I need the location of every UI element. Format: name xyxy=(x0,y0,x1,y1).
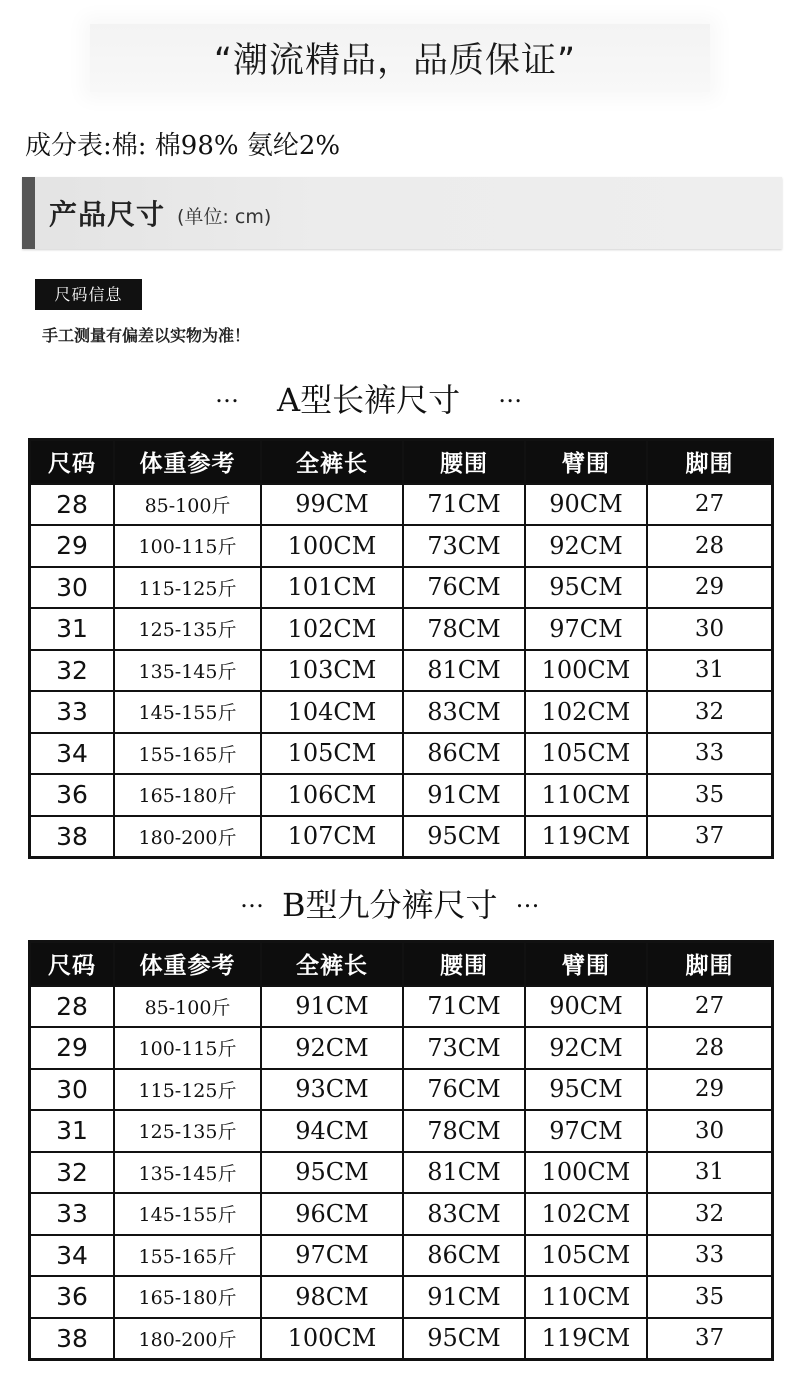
arm-girth-cell: 95CM xyxy=(525,567,647,609)
table-row xyxy=(30,1152,773,1194)
waist-cell: 95CM xyxy=(403,1318,525,1360)
arm-girth-cell: 95CM xyxy=(525,1069,647,1111)
pants-length-cell: 94CM xyxy=(261,1110,403,1152)
table-row xyxy=(30,650,773,692)
table-body xyxy=(30,484,773,858)
hem-cell: 31 xyxy=(647,650,773,692)
title-text: B型九分裤尺寸 xyxy=(282,886,498,924)
table-header-row xyxy=(30,440,773,484)
arm-girth-cell: 105CM xyxy=(525,733,647,775)
table-header-row xyxy=(30,942,773,986)
waist-cell: 91CM xyxy=(403,1276,525,1318)
title-text: A型长裤尺寸 xyxy=(277,381,461,419)
weight-ref-cell: 100-115斤 xyxy=(114,525,261,567)
table-row xyxy=(30,1276,773,1318)
pants-length-cell: 106CM xyxy=(261,774,403,816)
arm-girth-cell: 105CM xyxy=(525,1235,647,1277)
hem-cell: 28 xyxy=(647,525,773,567)
header-weight-ref: 体重参考 xyxy=(114,942,261,986)
pants-length-cell: 99CM xyxy=(261,484,403,526)
table-row xyxy=(30,484,773,526)
weight-ref-cell: 85-100斤 xyxy=(114,986,261,1028)
table-row xyxy=(30,1069,773,1111)
pants-length-cell: 104CM xyxy=(261,691,403,733)
fabric-composition: 成分表:棉: 棉98% 氨纶2% xyxy=(25,131,341,161)
table-title-b xyxy=(240,883,540,927)
header-pants-length: 全裤长 xyxy=(261,942,403,986)
size-cell: 30 xyxy=(30,567,115,609)
table-title-a xyxy=(215,378,522,422)
size-cell: 38 xyxy=(30,1318,115,1360)
arm-girth-cell: 90CM xyxy=(525,986,647,1028)
weight-ref-cell: 115-125斤 xyxy=(114,567,261,609)
arm-girth-cell: 102CM xyxy=(525,691,647,733)
pants-length-cell: 96CM xyxy=(261,1193,403,1235)
size-cell: 36 xyxy=(30,1276,115,1318)
size-cell: 31 xyxy=(30,1110,115,1152)
title-ellipsis-left: … xyxy=(215,380,239,408)
waist-cell: 86CM xyxy=(403,1235,525,1277)
hem-cell: 32 xyxy=(647,691,773,733)
weight-ref-cell: 145-155斤 xyxy=(114,1193,261,1235)
header-size: 尺码 xyxy=(30,942,115,986)
header-hem: 脚围 xyxy=(647,440,773,484)
weight-ref-cell: 165-180斤 xyxy=(114,774,261,816)
arm-girth-cell: 119CM xyxy=(525,1318,647,1360)
pants-length-cell: 102CM xyxy=(261,608,403,650)
size-cell: 33 xyxy=(30,1193,115,1235)
hem-cell: 27 xyxy=(647,484,773,526)
weight-ref-cell: 180-200斤 xyxy=(114,1318,261,1360)
header-pants-length: 全裤长 xyxy=(261,440,403,484)
waist-cell: 83CM xyxy=(403,691,525,733)
size-cell: 38 xyxy=(30,816,115,858)
pants-length-cell: 103CM xyxy=(261,650,403,692)
size-cell: 34 xyxy=(30,1235,115,1277)
weight-ref-cell: 135-145斤 xyxy=(114,650,261,692)
pants-length-cell: 107CM xyxy=(261,816,403,858)
weight-ref-cell: 165-180斤 xyxy=(114,1276,261,1318)
title-ellipsis-right: … xyxy=(498,380,523,408)
size-info-badge: 尺码信息 xyxy=(35,279,142,310)
header-arm-girth: 臂围 xyxy=(525,942,647,986)
hem-cell: 32 xyxy=(647,1193,773,1235)
arm-girth-cell: 90CM xyxy=(525,484,647,526)
weight-ref-cell: 115-125斤 xyxy=(114,1069,261,1111)
table-row xyxy=(30,1235,773,1277)
section-title: 产品尺寸 xyxy=(49,198,166,231)
table-row xyxy=(30,525,773,567)
hem-cell: 35 xyxy=(647,1276,773,1318)
section-accent-bar xyxy=(22,177,35,249)
header-waist: 腰围 xyxy=(403,942,525,986)
arm-girth-cell: 100CM xyxy=(525,1152,647,1194)
title-ellipsis-right: … xyxy=(515,885,540,913)
waist-cell: 73CM xyxy=(403,525,525,567)
waist-cell: 95CM xyxy=(403,816,525,858)
hem-cell: 28 xyxy=(647,1027,773,1069)
arm-girth-cell: 100CM xyxy=(525,650,647,692)
hem-cell: 29 xyxy=(647,567,773,609)
arm-girth-cell: 110CM xyxy=(525,774,647,816)
arm-girth-cell: 92CM xyxy=(525,525,647,567)
size-cell: 29 xyxy=(30,1027,115,1069)
hem-cell: 29 xyxy=(647,1069,773,1111)
arm-girth-cell: 92CM xyxy=(525,1027,647,1069)
hem-cell: 35 xyxy=(647,774,773,816)
waist-cell: 73CM xyxy=(403,1027,525,1069)
weight-ref-cell: 145-155斤 xyxy=(114,691,261,733)
pants-length-cell: 92CM xyxy=(261,1027,403,1069)
weight-ref-cell: 180-200斤 xyxy=(114,816,261,858)
table-row xyxy=(30,733,773,775)
size-cell: 29 xyxy=(30,525,115,567)
waist-cell: 78CM xyxy=(403,608,525,650)
hem-cell: 30 xyxy=(647,608,773,650)
header-weight-ref: 体重参考 xyxy=(114,440,261,484)
weight-ref-cell: 100-115斤 xyxy=(114,1027,261,1069)
hem-cell: 33 xyxy=(647,1235,773,1277)
weight-ref-cell: 155-165斤 xyxy=(114,733,261,775)
size-cell: 36 xyxy=(30,774,115,816)
hem-cell: 33 xyxy=(647,733,773,775)
pants-length-cell: 97CM xyxy=(261,1235,403,1277)
table-row xyxy=(30,608,773,650)
table-row xyxy=(30,567,773,609)
arm-girth-cell: 97CM xyxy=(525,1110,647,1152)
size-cell: 31 xyxy=(30,608,115,650)
title-ellipsis-left: … xyxy=(240,885,264,913)
arm-girth-cell: 102CM xyxy=(525,1193,647,1235)
measurement-note: 手工测量有偏差以实物为准！ xyxy=(42,326,251,345)
weight-ref-cell: 85-100斤 xyxy=(114,484,261,526)
pants-length-cell: 101CM xyxy=(261,567,403,609)
waist-cell: 71CM xyxy=(403,986,525,1028)
arm-girth-cell: 110CM xyxy=(525,1276,647,1318)
pants-length-cell: 91CM xyxy=(261,986,403,1028)
waist-cell: 86CM xyxy=(403,733,525,775)
table-row xyxy=(30,1193,773,1235)
waist-cell: 71CM xyxy=(403,484,525,526)
table-row xyxy=(30,1110,773,1152)
hem-cell: 31 xyxy=(647,1152,773,1194)
size-cell: 32 xyxy=(30,650,115,692)
table-row xyxy=(30,1027,773,1069)
hem-cell: 37 xyxy=(647,1318,773,1360)
waist-cell: 83CM xyxy=(403,1193,525,1235)
waist-cell: 76CM xyxy=(403,567,525,609)
table-body xyxy=(30,986,773,1360)
header-size: 尺码 xyxy=(30,440,115,484)
pants-length-cell: 105CM xyxy=(261,733,403,775)
table-row xyxy=(30,774,773,816)
pants-length-cell: 93CM xyxy=(261,1069,403,1111)
slogan: “潮流精品，品质保证” xyxy=(213,41,577,81)
header-hem: 脚围 xyxy=(647,942,773,986)
hem-cell: 37 xyxy=(647,816,773,858)
header-waist: 腰围 xyxy=(403,440,525,484)
waist-cell: 81CM xyxy=(403,650,525,692)
hem-cell: 27 xyxy=(647,986,773,1028)
section-header-bar xyxy=(22,177,782,249)
weight-ref-cell: 125-135斤 xyxy=(114,1110,261,1152)
table-row xyxy=(30,691,773,733)
size-table-b xyxy=(28,940,774,1361)
pants-length-cell: 98CM xyxy=(261,1276,403,1318)
pants-length-cell: 95CM xyxy=(261,1152,403,1194)
size-table-a xyxy=(28,438,774,859)
pants-length-cell: 100CM xyxy=(261,525,403,567)
waist-cell: 76CM xyxy=(403,1069,525,1111)
table-row xyxy=(30,816,773,858)
arm-girth-cell: 119CM xyxy=(525,816,647,858)
header-arm-girth: 臂围 xyxy=(525,440,647,484)
arm-girth-cell: 97CM xyxy=(525,608,647,650)
section-unit: (单位: cm) xyxy=(177,205,272,228)
table-row xyxy=(30,986,773,1028)
size-cell: 33 xyxy=(30,691,115,733)
weight-ref-cell: 125-135斤 xyxy=(114,608,261,650)
waist-cell: 91CM xyxy=(403,774,525,816)
size-cell: 28 xyxy=(30,986,115,1028)
waist-cell: 81CM xyxy=(403,1152,525,1194)
waist-cell: 78CM xyxy=(403,1110,525,1152)
size-cell: 30 xyxy=(30,1069,115,1111)
table-row xyxy=(30,1318,773,1360)
hem-cell: 30 xyxy=(647,1110,773,1152)
weight-ref-cell: 135-145斤 xyxy=(114,1152,261,1194)
size-cell: 32 xyxy=(30,1152,115,1194)
pants-length-cell: 100CM xyxy=(261,1318,403,1360)
weight-ref-cell: 155-165斤 xyxy=(114,1235,261,1277)
size-cell: 34 xyxy=(30,733,115,775)
size-cell: 28 xyxy=(30,484,115,526)
